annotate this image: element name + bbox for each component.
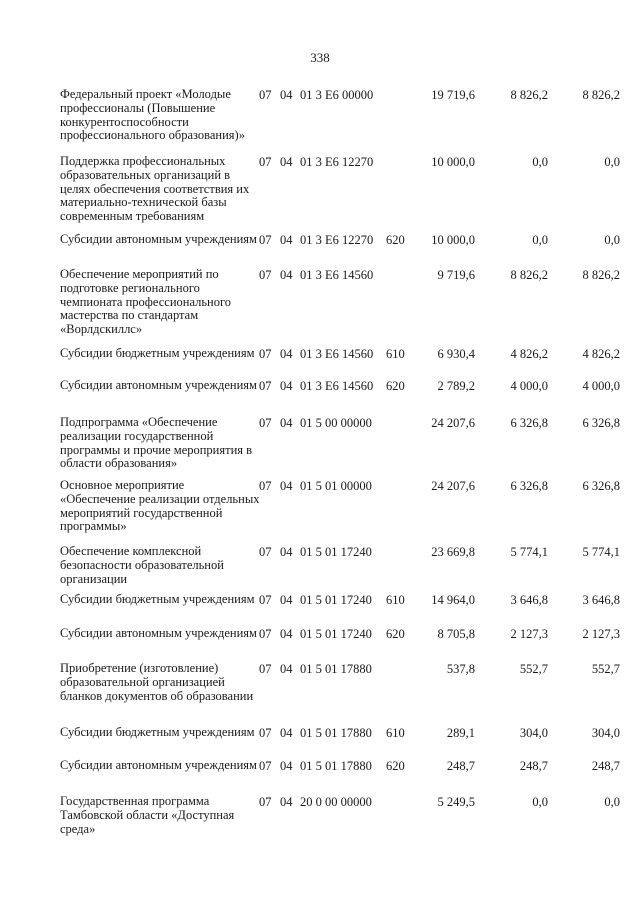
subsection-code: 04 [280,88,293,102]
subsection-code: 04 [280,726,293,740]
expense-type-code: 610 [386,347,405,361]
row-name: Обеспечение комплексной безопасности образовательной организации [60,544,224,586]
section-code: 07 [259,416,272,430]
amount-year-2: 0,0 [532,233,548,247]
row-name: Субсидии бюджетным учреждениям [60,725,255,739]
amount-year-1: 9 719,6 [437,268,475,282]
expense-type-code: 620 [386,379,405,393]
target-article-code: 01 3 Е6 12270 [300,233,374,247]
amount-year-1: 10 000,0 [431,233,475,247]
amount-year-2: 304,0 [519,726,548,740]
amount-year-3: 304,0 [591,726,620,740]
amount-year-3: 2 127,3 [582,627,620,641]
section-code: 07 [259,347,272,361]
target-article-code: 01 5 01 17880 [300,726,372,740]
section-code: 07 [259,479,272,493]
row-name: Подпрограмма «Обеспечение реализации государственной программы и прочие мероприятия в области образования» [60,415,253,471]
amount-year-2: 552,7 [519,662,548,676]
row-name: Обеспечение мероприятий по подготовке регионального чемпионата профессионального мастерства по стандартам «Ворлдскиллс» [60,267,232,337]
amount-year-1: 24 207,6 [431,479,475,493]
amount-year-1: 19 719,6 [431,88,475,102]
expense-type-code: 620 [386,759,405,773]
subsection-code: 04 [280,233,293,247]
amount-year-2: 6 326,8 [510,416,548,430]
amount-year-2: 4 000,0 [510,379,548,393]
amount-year-1: 289,1 [446,726,475,740]
subsection-code: 04 [280,416,293,430]
section-code: 07 [259,545,272,559]
subsection-code: 04 [280,479,293,493]
row-name: Субсидии автономным учреждениям [60,232,257,246]
amount-year-3: 4 000,0 [582,379,620,393]
amount-year-1: 8 705,8 [437,627,475,641]
amount-year-1: 6 930,4 [437,347,475,361]
amount-year-3: 0,0 [604,155,620,169]
subsection-code: 04 [280,593,293,607]
row-name: Основное мероприятие «Обеспечение реализации отдельных мероприятий государственной программы» [60,478,260,534]
row-name: Субсидии автономным учреждениям [60,626,257,640]
target-article-code: 01 5 01 17240 [300,627,372,641]
target-article-code: 20 0 00 00000 [300,795,372,809]
amount-year-3: 3 646,8 [582,593,620,607]
subsection-code: 04 [280,379,293,393]
subsection-code: 04 [280,759,293,773]
amount-year-2: 8 826,2 [510,88,548,102]
amount-year-3: 552,7 [591,662,620,676]
target-article-code: 01 5 01 00000 [300,479,372,493]
amount-year-3: 8 826,2 [582,88,620,102]
amount-year-1: 2 789,2 [437,379,475,393]
subsection-code: 04 [280,155,293,169]
subsection-code: 04 [280,268,293,282]
target-article-code: 01 5 01 17240 [300,545,372,559]
subsection-code: 04 [280,347,293,361]
amount-year-2: 6 326,8 [510,479,548,493]
row-name: Субсидии бюджетным учреждениям [60,346,255,360]
target-article-code: 01 3 Е6 12270 [300,155,374,169]
amount-year-2: 5 774,1 [510,545,548,559]
amount-year-1: 248,7 [446,759,475,773]
subsection-code: 04 [280,545,293,559]
amount-year-3: 248,7 [591,759,620,773]
expense-type-code: 620 [386,627,405,641]
section-code: 07 [259,759,272,773]
page-number: 338 [310,50,330,65]
row-name: Государственная программа Тамбовской области «Доступная среда» [60,794,235,836]
section-code: 07 [259,795,272,809]
row-name: Субсидии автономным учреждениям [60,378,257,392]
amount-year-1: 537,8 [446,662,475,676]
amount-year-3: 8 826,2 [582,268,620,282]
row-name: Субсидии автономным учреждениям [60,758,257,772]
target-article-code: 01 3 Е6 00000 [300,88,374,102]
amount-year-1: 10 000,0 [431,155,475,169]
amount-year-2: 248,7 [519,759,548,773]
target-article-code: 01 5 01 17880 [300,759,372,773]
section-code: 07 [259,268,272,282]
expense-type-code: 610 [386,593,405,607]
amount-year-2: 0,0 [532,155,548,169]
amount-year-2: 2 127,3 [510,627,548,641]
expense-type-code: 610 [386,726,405,740]
target-article-code: 01 5 00 00000 [300,416,372,430]
row-name: Поддержка профессиональных образовательных организаций в целях обеспечения соответствия их материально-технической базы современным требованиям [60,154,250,224]
target-article-code: 01 5 01 17880 [300,662,372,676]
amount-year-1: 24 207,6 [431,416,475,430]
section-code: 07 [259,726,272,740]
target-article-code: 01 5 01 17240 [300,593,372,607]
amount-year-3: 0,0 [604,795,620,809]
row-name: Приобретение (изготовление) образовательной организацией бланков документов об образовании [60,661,254,703]
amount-year-3: 4 826,2 [582,347,620,361]
amount-year-3: 6 326,8 [582,416,620,430]
row-name: Федеральный проект «Молодые профессионалы (Повышение конкурентоспособности профессионального образования)» [60,87,245,143]
section-code: 07 [259,155,272,169]
target-article-code: 01 3 Е6 14560 [300,268,374,282]
subsection-code: 04 [280,662,293,676]
amount-year-1: 5 249,5 [437,795,475,809]
amount-year-3: 6 326,8 [582,479,620,493]
amount-year-1: 23 669,8 [431,545,475,559]
section-code: 07 [259,662,272,676]
amount-year-2: 8 826,2 [510,268,548,282]
row-name: Субсидии бюджетным учреждениям [60,592,255,606]
section-code: 07 [259,379,272,393]
amount-year-2: 3 646,8 [510,593,548,607]
amount-year-3: 0,0 [604,233,620,247]
amount-year-1: 14 964,0 [431,593,475,607]
target-article-code: 01 3 Е6 14560 [300,379,374,393]
amount-year-2: 4 826,2 [510,347,548,361]
expense-type-code: 620 [386,233,405,247]
section-code: 07 [259,627,272,641]
amount-year-3: 5 774,1 [582,545,620,559]
section-code: 07 [259,593,272,607]
section-code: 07 [259,233,272,247]
amount-year-2: 0,0 [532,795,548,809]
subsection-code: 04 [280,627,293,641]
target-article-code: 01 3 Е6 14560 [300,347,374,361]
section-code: 07 [259,88,272,102]
subsection-code: 04 [280,795,293,809]
